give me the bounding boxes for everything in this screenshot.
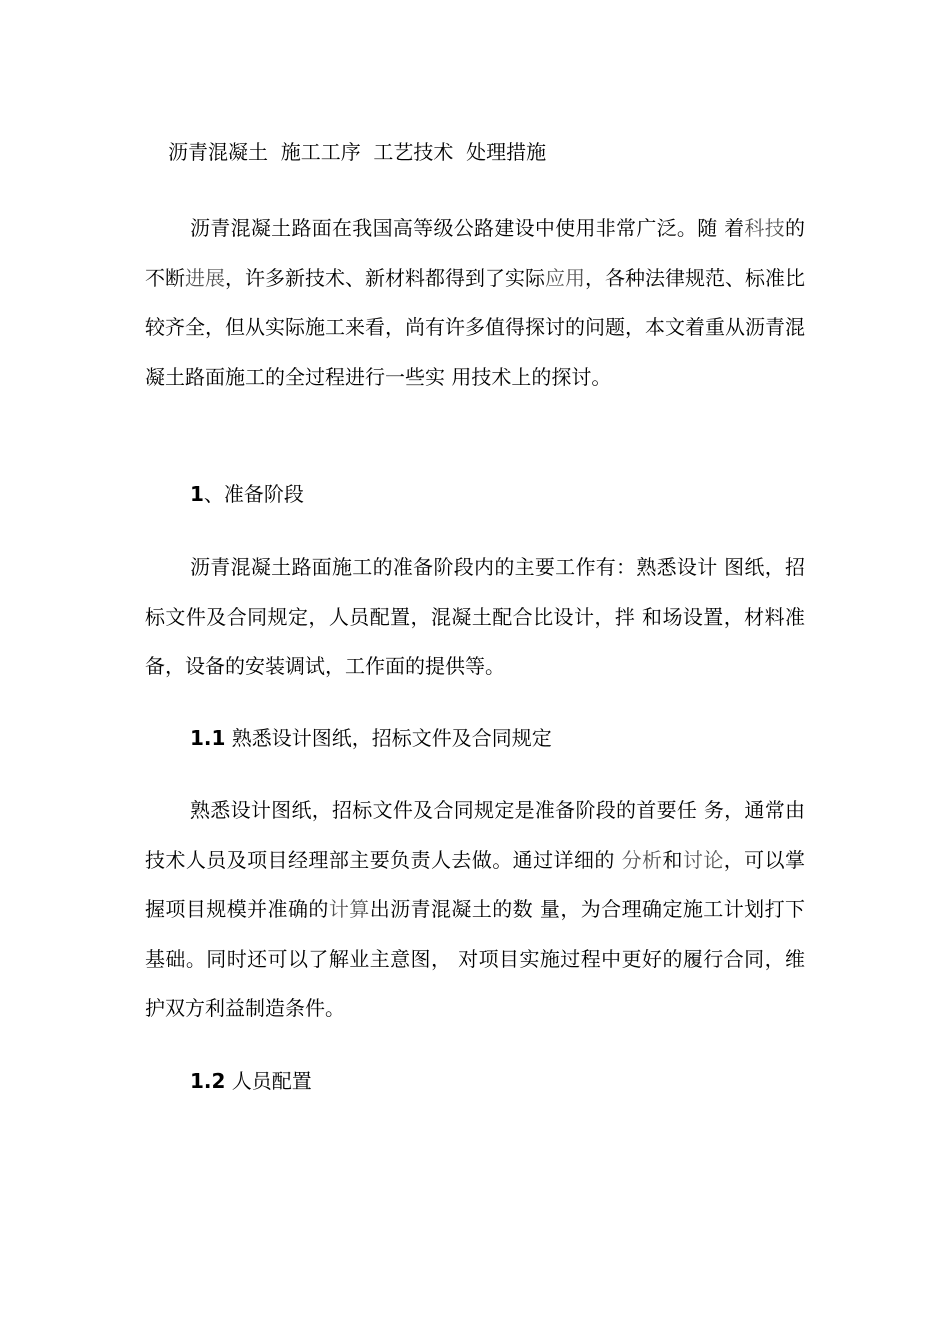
intro-text-1: 沥青混凝土路面在我国高等级公路建设中使用非常广泛。随 着 [190,216,745,240]
link-keji[interactable]: 科技 [744,216,785,240]
s11-text-4: 出沥青混凝土的数 量，为合理确定施工计划打下基础。同时还可以了解业主意图， 对项目实施过程中更好的履行合同，维护双方利益制造条件。 [145,897,806,1021]
section-heading-1-2 [190,1067,312,1095]
link-yingyong[interactable]: 应用 [545,265,585,290]
link-jisuan[interactable]: 计算 [328,897,370,922]
section-number-1: 1 [190,482,204,506]
section-heading-1 [190,480,304,508]
section-1-paragraph: 沥青混凝土路面施工的准备阶段内的主要工作有：熟悉设计 图纸，招标文件及合同规定，人员配置，混凝土配合比设计，拌 和场设置，材料准备，设备的安装调试，工作面的提供等。 [145,555,805,679]
s11-text-3: ，可以掌握项目规模并准确的 [145,847,806,922]
link-fenxi[interactable]: 分析 [621,847,663,872]
section-title-1: 、准备阶段 [203,482,304,506]
section-number-1-1: 1.1 [190,726,226,750]
section-1-1-paragraph [145,786,805,1034]
link-taolun[interactable]: 讨论 [682,847,724,872]
section-title-1-2: 人员配置 [225,1069,312,1093]
s11-text-1: 熟悉设计图纸，招标文件及合同规定是准备阶段的首要任 务，通常由技术人员及项目经理部主要负责人去做。通过详细的 [145,798,805,872]
s11-text-2: 和 [662,847,683,872]
section-number-1-2: 1.2 [190,1069,226,1093]
section-title-1-1: 熟悉设计图纸，招标文件及合同规定 [225,726,552,750]
link-jinzhan[interactable]: 进展 [185,265,225,290]
section-heading-1-1 [190,724,552,752]
intro-text-4: ，各种法律规范、标准比较齐全，但从实际施工来看，尚有许多值得探讨的问题，本文着重从沥青混凝土路面施工的全过程进行一些实 用技术上的探讨。 [145,265,805,389]
intro-text-2: 的不断 [145,216,805,290]
intro-paragraph [145,204,805,402]
document-title: 沥青混凝土 施工工序 工艺技术 处理措施 [168,140,547,164]
intro-text-3: ，许多新技术、新材料都得到了实际 [225,265,545,290]
